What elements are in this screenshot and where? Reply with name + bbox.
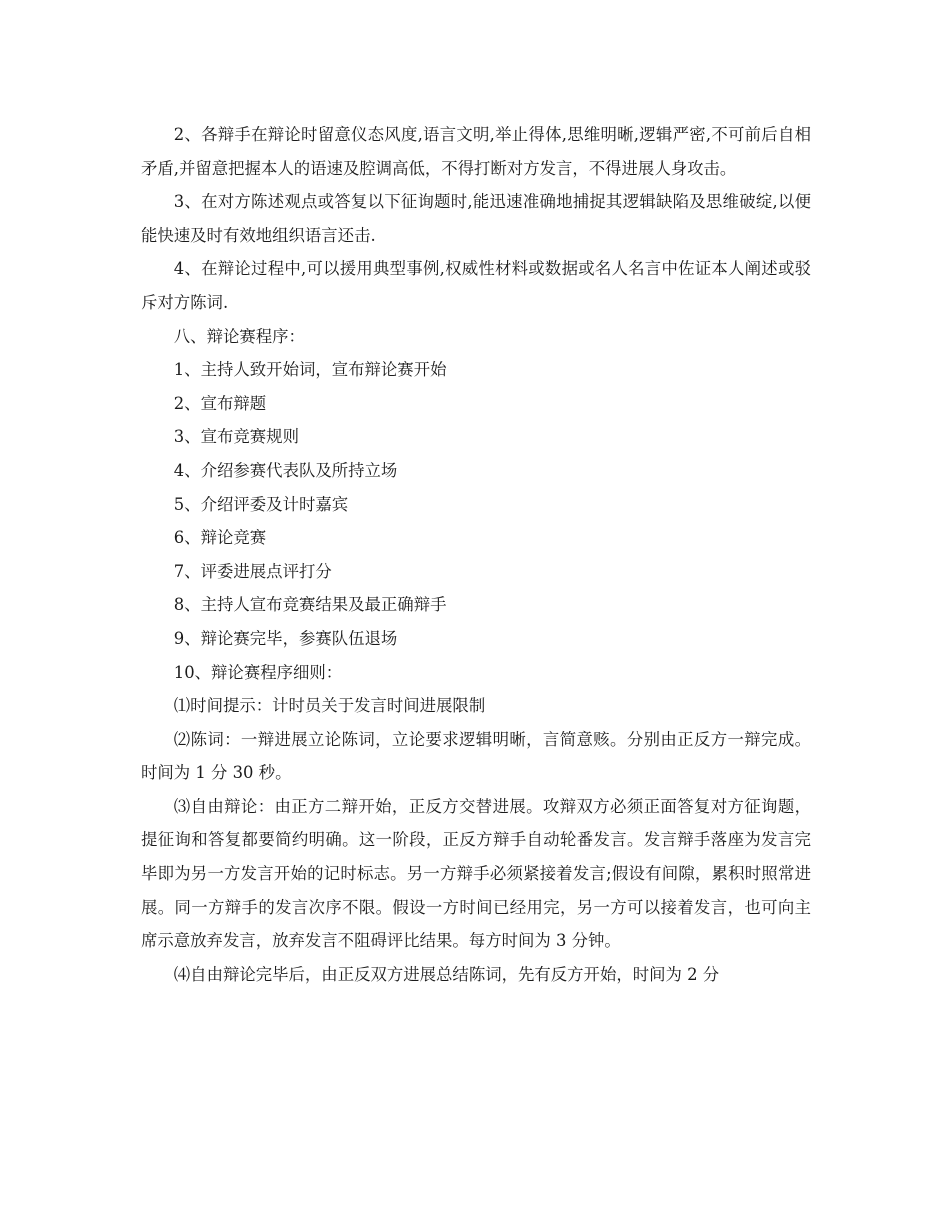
document-body [141,118,811,991]
procedure-item-7: 7、评委进展点评打分 [173,561,332,581]
detail-item-4: ⑷自由辩论完毕后，由正反双方进展总结陈词，先有反方开始，时间为 2 分 [173,964,720,984]
procedure-item-1: 1、主持人致开始词，宣布辩论赛开始 [173,360,447,380]
procedure-item-6: 6、辩论竞赛 [173,528,267,548]
procedure-item-2: 2、宣布辩题 [173,393,267,413]
detail-item-2: ⑵陈词：一辩进展立论陈词，立论要求逻辑明晰，言简意赅。分别由正反方一辩完成。时间为 1 分 30 秒。 [141,729,811,783]
detail-item-1: ⑴时间提示：计时员关于发言时间进展限制 [173,696,486,716]
procedure-item-3: 3、宣布竞赛规则 [173,427,299,447]
detail-item-3: ⑶自由辩论：由正方二辩开始，正反方交替进展。攻辩双方必须正面答复对方征询题，提征询和答复都要简约明确。这一阶段，正反方辩手自动轮番发言。发言辩手落座为发言完毕即为另一方发言开始的记时标志。另一方辩手必须紧接着发言;假设有间隙，累积时照常进展。同一方辩手的发言次序不限。假设一方时间已经用完，另一方可以接着发言，也可向主席示意放弃发言，放弃发言不阻碍评比结果。每方时间为 3 分钟。 [141,796,811,951]
procedure-item-8: 8、主持人宣布竞赛结果及最正确辩手 [173,595,447,615]
rule-paragraph-4: 4、在辩论过程中,可以援用典型事例,权威性材料或数据或名人名言中佐证本人阐述或驳斥对方陈词. [141,259,811,312]
procedure-item-4: 4、介绍参赛代表队及所持立场 [173,460,398,480]
procedure-item-10: 10、辩论赛程序细则： [173,662,343,682]
procedure-item-5: 5、介绍评委及计时嘉宾 [173,494,349,514]
section-heading-procedure: 八、辩论赛程序： [173,326,305,346]
procedure-item-9: 9、辩论赛完毕，参赛队伍退场 [173,628,398,648]
rule-paragraph-2: 2、各辩手在辩论时留意仪态风度,语言文明,举止得体,思维明晰,逻辑严密,不可前后自相矛盾,并留意把握本人的语速及腔调高低，不得打断对方发言，不得进展人身攻击。 [141,125,811,178]
rule-paragraph-3: 3、在对方陈述观点或答复以下征询题时,能迅速准确地捕捉其逻辑缺陷及思维破绽,以便能快速及时有效地组织语言还击. [141,192,811,245]
